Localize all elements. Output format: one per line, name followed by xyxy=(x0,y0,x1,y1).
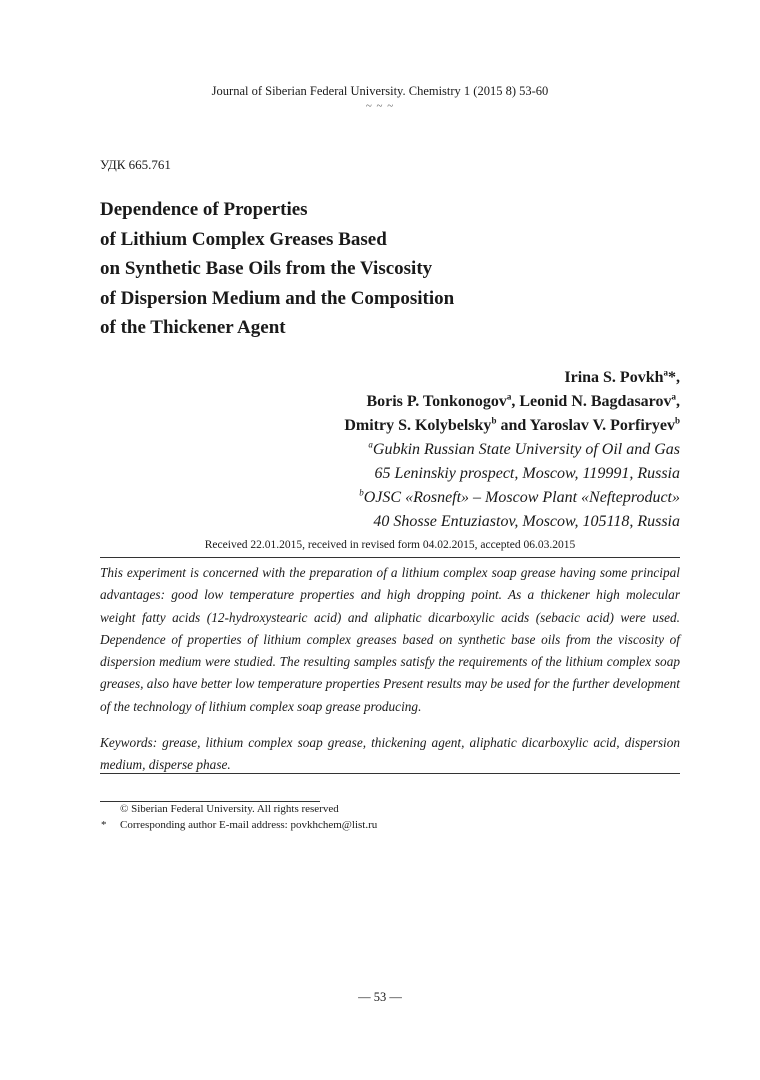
author-line xyxy=(344,366,680,390)
corresponding-mark: *, xyxy=(668,369,680,386)
affiliation-sup: a xyxy=(663,367,668,378)
abstract-text: This experiment is concerned with the preparation of a lithium complex soap grease having some principal advantages: good low temperature properties and high dropping point. As a thickener high molecular weight fatty acids (12-hydroxystearic acid) and aliphatic dicarboxylic acids (sebacic acid) were used. Dependence of properties of lithium complex greases based on synthetic base oils from the viscosity of dispersion medium were studied. The resulting samples satisfy the requirements of the lithium complex soap greases, also have better low temperature properties Present results may be used for the further development of the technology of lithium complex soap grease producing. xyxy=(100,565,680,714)
affiliation-sup: b xyxy=(491,415,497,426)
abstract-top-rule xyxy=(100,557,680,558)
affiliation-a-name xyxy=(344,438,680,462)
title-line: Dependence of Properties xyxy=(100,199,308,220)
page-number: — 53 — xyxy=(358,990,402,1004)
journal-header: Journal of Siberian Federal University. Chemistry 1 (2015 8) 53-60 xyxy=(211,84,549,98)
author-name: Yaroslav V. Porfiryev xyxy=(529,417,675,434)
author-line xyxy=(344,390,680,414)
affiliation-sup: b xyxy=(674,415,680,426)
title-line: of Dispersion Medium and the Composition xyxy=(100,287,455,309)
title-line: on Synthetic Base Oils from the Viscosity xyxy=(100,258,433,279)
footnote-rule xyxy=(100,801,320,802)
received-dates: Received 22.01.2015, received in revised form 04.02.2015, accepted 06.03.2015 xyxy=(204,539,576,551)
author-separator: , xyxy=(511,393,520,410)
affiliation-sup: b xyxy=(359,487,364,498)
affiliation-text: Gubkin Russian State University of Oil and Gas xyxy=(372,441,680,458)
author-name: Leonid N. Bagdasarov xyxy=(519,393,672,410)
affiliation-text: OJSC «Rosneft» – Moscow Plant «Nefteproduct» xyxy=(363,489,680,506)
affiliation-sup: a xyxy=(671,391,676,402)
udk-code: УДК 665.761 xyxy=(100,157,171,172)
abstract-bottom-rule xyxy=(100,773,680,774)
author-separator: and xyxy=(496,417,530,434)
affiliation-b-name xyxy=(344,486,680,510)
affiliation-b-address: 40 Shosse Entuziastov, Moscow, 105118, Russia xyxy=(373,513,680,530)
corresponding-author-footnote: Corresponding author E-mail address: povkhchem@list.ru xyxy=(120,819,378,831)
affiliation-sup: a xyxy=(506,391,512,402)
author-name: Boris P. Tonkonogov xyxy=(366,393,507,410)
header-ornament: ~ ~ ~ xyxy=(365,100,395,112)
author-block xyxy=(344,366,680,534)
footnote-mark: * xyxy=(101,819,107,831)
author-name: Dmitry S. Kolybelsky xyxy=(344,417,492,434)
title-line: of the Thickener Agent xyxy=(100,317,286,338)
title-line: of Lithium Complex Greases Based xyxy=(100,228,387,250)
copyright-footnote: © Siberian Federal University. All rights reserved xyxy=(120,803,339,815)
keywords-text: Keywords: grease, lithium complex soap grease, thickening agent, aliphatic dicarboxylic acid, dispersion medium, disperse phase. xyxy=(100,735,680,772)
author-name: Irina S. Povkh xyxy=(564,369,664,386)
affiliation-a-address: 65 Leninskiy prospect, Moscow, 119991, Russia xyxy=(374,465,680,482)
affiliation-sup: a xyxy=(368,439,373,450)
article-title xyxy=(100,195,660,343)
author-line xyxy=(344,414,680,438)
author-separator: , xyxy=(676,393,680,410)
